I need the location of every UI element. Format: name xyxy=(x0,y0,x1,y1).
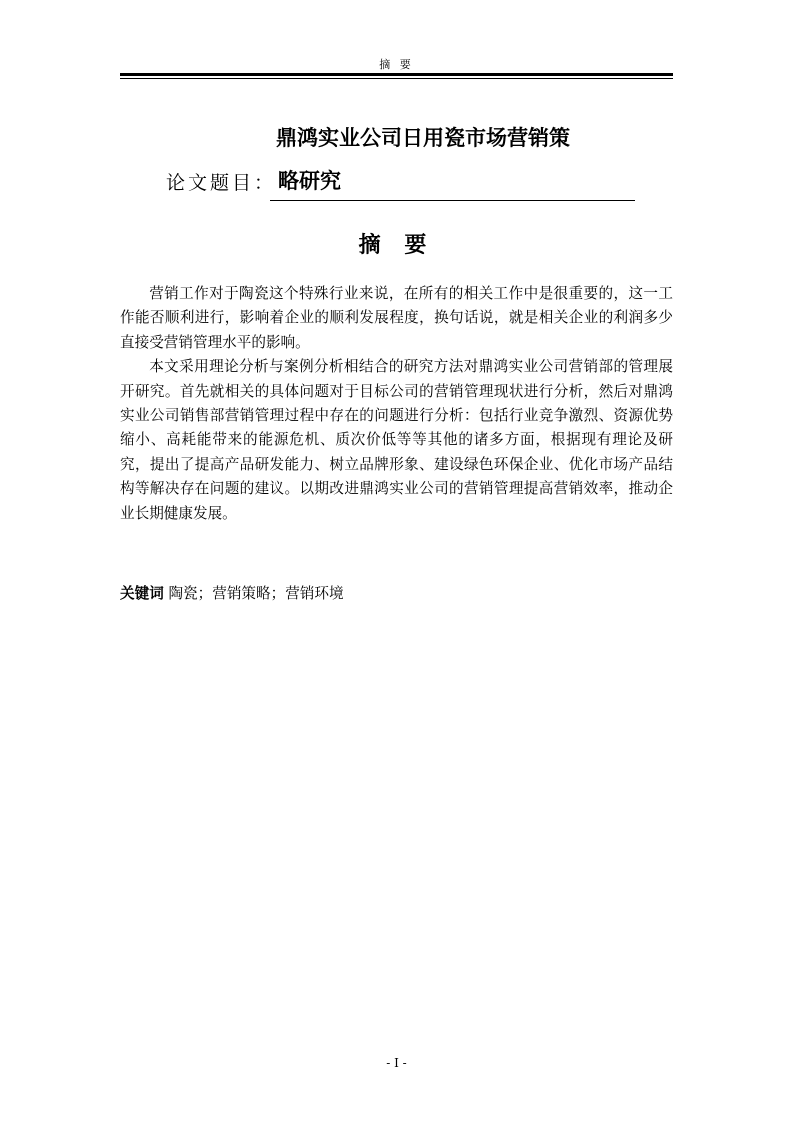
keywords xyxy=(120,582,344,603)
header-rule-thick xyxy=(120,73,673,76)
abstract-paragraph: 本文采用理论分析与案例分析相结合的研究方法对鼎鸿实业公司营销部的管理展开研究。首先就相关的具体问题对于目标公司的营销管理现状进行分析，然后对鼎鸿实业公司销售部营销管理过程中存在的问题进行分析：包括行业竞争激烈、资源优势缩小、高耗能带来的能源危机、质次价低等等其他的诸多方面，根据现有理论及研究，提出了提高产品研发能力、树立品牌形象、建设绿色环保企业、优化市场产品结构等解决存在问题的建议。以期改进鼎鸿实业公司的营销管理提高营销效率，推动企业长期健康发展。 xyxy=(120,358,673,522)
abstract-body xyxy=(120,282,673,526)
abstract-heading: 摘 要 xyxy=(358,233,435,258)
thesis-title-line1: 鼎鸿实业公司日用瓷市场营销策 xyxy=(276,126,570,150)
keywords-value: 陶瓷；营销策略；营销环境 xyxy=(168,585,344,602)
title-underline xyxy=(270,200,635,201)
running-header: 摘 要 xyxy=(379,58,414,71)
keywords-label: 关键词 xyxy=(120,585,164,602)
thesis-title-label: 论文题目： xyxy=(166,172,277,194)
header-rule-thin xyxy=(120,78,673,79)
abstract-paragraph: 营销工作对于陶瓷这个特殊行业来说，在所有的相关工作中是很重要的，这一工作能否顺利进行，影响着企业的顺利发展程度，换句话说，就是相关企业的利润多少直接受营销管理水平的影响。 xyxy=(120,285,673,351)
page-number: - I - xyxy=(386,1056,407,1070)
thesis-title-line2: 略研究 xyxy=(278,169,341,193)
